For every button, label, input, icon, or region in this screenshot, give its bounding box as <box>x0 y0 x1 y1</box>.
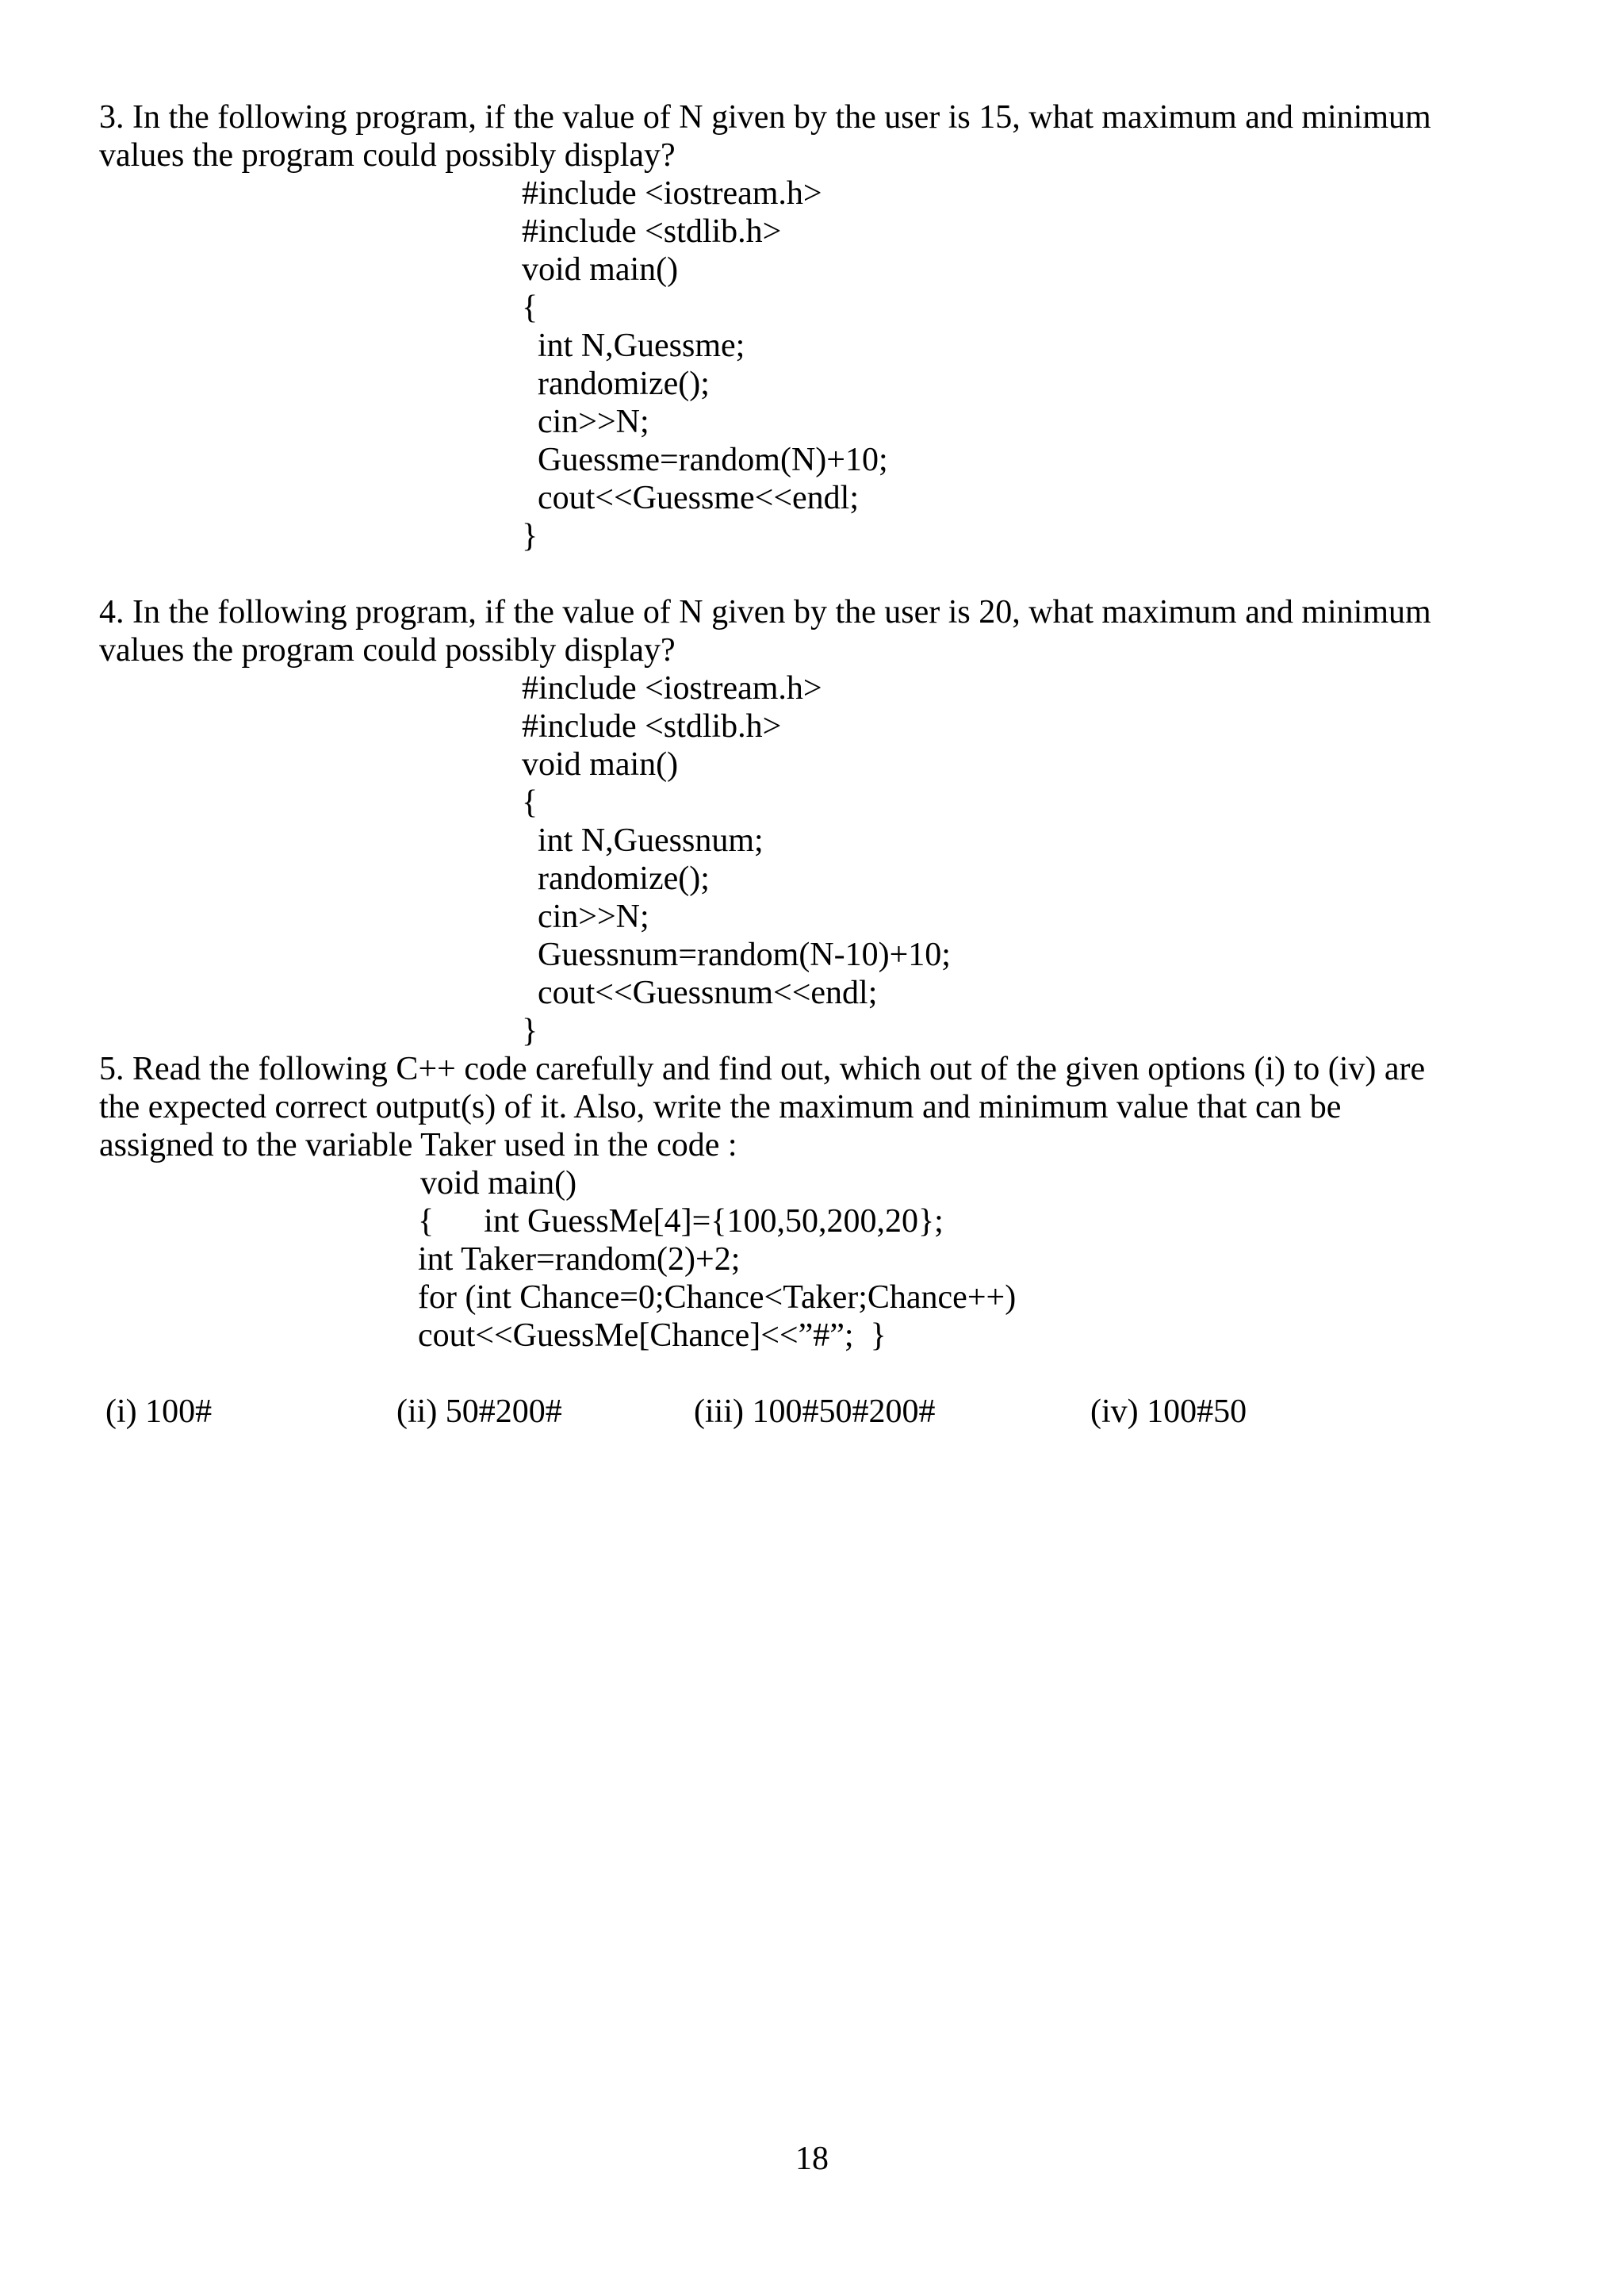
page-number: 18 <box>795 2141 829 2177</box>
q4-code-line: randomize(); <box>538 861 710 897</box>
q4-code-line: void main() <box>522 746 679 783</box>
q4-code-line: Guessnum=random(N-10)+10; <box>538 937 951 973</box>
q3-text-line-1: 3. In the following program, if the value of N given by the user is 15, what maximum and minimum <box>99 99 1431 136</box>
q4-text-line-1: 4. In the following program, if the value of N given by the user is 20, what maximum and minimum <box>99 594 1431 631</box>
q5-text-line-3: assigned to the variable Taker used in the code : <box>99 1127 737 1163</box>
q5-text-line-2: the expected correct output(s) of it. Also, write the maximum and minimum value that can be <box>99 1089 1342 1125</box>
q5-option-iv: (iv) 100#50 <box>1090 1393 1247 1430</box>
q3-code-line: cin>>N; <box>538 404 649 440</box>
q4-code-line: } <box>522 1013 538 1049</box>
q4-text-line-2: values the program could possibly display? <box>99 632 676 669</box>
q5-code-line: for (int Chance=0;Chance<Taker;Chance++) <box>418 1279 1017 1316</box>
q3-code-line: Guessme=random(N)+10; <box>538 442 888 478</box>
q4-code-line: cin>>N; <box>538 899 649 935</box>
q3-code-line: { <box>522 289 538 326</box>
q4-code-line: #include <stdlib.h> <box>522 708 782 745</box>
q5-code-line: int Taker=random(2)+2; <box>418 1241 741 1278</box>
q4-code-line: #include <iostream.h> <box>522 670 822 707</box>
q3-code-line: randomize(); <box>538 366 710 402</box>
q3-code-line: int N,Guessme; <box>538 328 745 364</box>
q3-code-line: #include <iostream.h> <box>522 175 822 212</box>
q5-code-line: void main() <box>420 1165 577 1202</box>
q3-code-line: } <box>522 518 538 554</box>
q4-code-line: cout<<Guessnum<<endl; <box>538 975 878 1011</box>
q5-text-line-1: 5. Read the following C++ code carefully and find out, which out of the given options (i) to (iv) are <box>99 1051 1426 1087</box>
q4-code-line: { <box>522 784 538 821</box>
q3-code-line: cout<<Guessme<<endl; <box>538 480 860 516</box>
q5-code-line: { int GuessMe[4]={100,50,200,20}; <box>418 1203 944 1240</box>
q5-code-line: cout<<GuessMe[Chance]<<”#”; } <box>418 1317 887 1354</box>
q3-code-line: #include <stdlib.h> <box>522 213 782 250</box>
q3-text-line-2: values the program could possibly display? <box>99 137 676 174</box>
q5-option-iii: (iii) 100#50#200# <box>694 1393 936 1430</box>
q4-code-line: int N,Guessnum; <box>538 822 764 859</box>
q5-option-i: (i) 100# <box>105 1393 213 1430</box>
q3-code-line: void main() <box>522 251 679 288</box>
q5-option-ii: (ii) 50#200# <box>396 1393 562 1430</box>
